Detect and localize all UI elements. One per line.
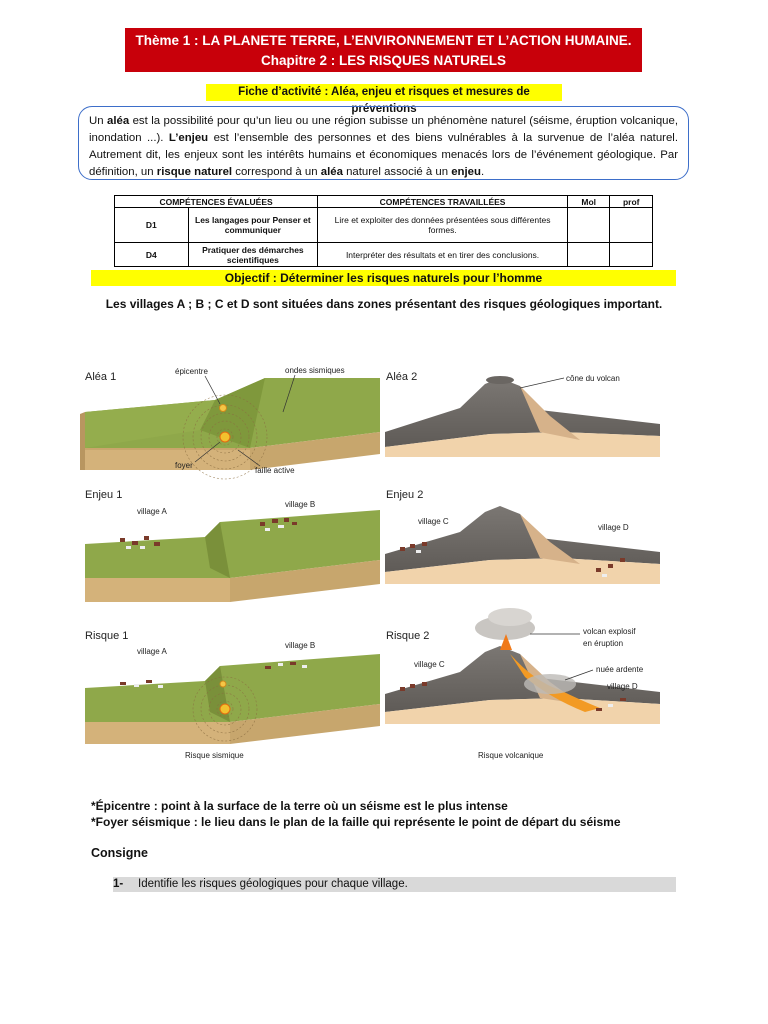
label-en-eruption: en éruption — [583, 639, 624, 648]
villages-intro: Les villages A ; B ; C et D sont situées dans zones présentant des risques géologiques important. — [105, 297, 663, 311]
label-risque2: Risque 2 — [386, 630, 430, 642]
label-village-d: village D — [607, 682, 638, 691]
question-text: Identifie les risques géologiques pour chaque village. — [138, 878, 408, 890]
label-village-c: village C — [414, 660, 445, 669]
label-village-c: village C — [418, 517, 449, 526]
label-village-d: village D — [598, 523, 629, 532]
label-faille: faille active — [255, 466, 295, 475]
question-number: 1- — [113, 878, 124, 890]
question-1 — [113, 877, 676, 892]
label-village-a: village A — [137, 507, 167, 516]
table-header-row: COMPÉTENCES ÉVALUÉES COMPÉTENCES TRAVAILLÉES Mol prof — [115, 196, 653, 208]
enjeu1-block — [85, 510, 380, 602]
label-enjeu2: Enjeu 2 — [386, 489, 424, 501]
term-risque: risque naturel — [156, 166, 233, 178]
label-cone: cône du volcan — [566, 374, 620, 383]
geology-figure — [80, 332, 680, 787]
label-foyer: foyer — [175, 461, 193, 470]
definition-box: Un aléa est la possibilité pour qu’un lieu ou une région subisse un phénomène naturel (séisme, éruption volcanique, inondation ...). L’enjeu est l’ensemble des personnes et des biens vulnérables à la survenue de l’aléa naturel. Autrement dit, les enjeux sont les intérêts humains et économiques menacés lors de l’événement géologique. Par définition, un risque naturel correspond à un aléa naturel associé à un enjeu. — [78, 106, 689, 180]
consigne-heading: Consigne — [91, 846, 148, 860]
label-risque1: Risque 1 — [85, 630, 129, 642]
table-row: D1 Les langages pour Penser et communiquer Lire et exploiter des données présentées sous différentes formes. — [115, 208, 653, 243]
title-banner — [125, 28, 642, 72]
activity-subtitle: Fiche d’activité : Aléa, enjeu et risques et mesures de préventions — [206, 84, 562, 101]
term-alea: aléa — [107, 115, 130, 127]
label-village-a: village A — [137, 647, 167, 656]
alea2-volcano — [385, 376, 660, 457]
note-epicentre: *Épicentre : point à la surface de la terre où un séisme est le plus intense — [91, 799, 508, 813]
alea1-block — [80, 378, 380, 479]
epicentre-dot-icon — [220, 681, 226, 687]
label-village-b: village B — [285, 500, 316, 509]
label-nuee-ardente: nuée ardente — [596, 665, 644, 674]
theme-title: Thème 1 : LA PLANETE TERRE, L’ENVIRONNEMENT ET L’ACTION HUMAINE. — [135, 33, 632, 48]
table-row: D4 Pratiquer des démarches scientifiques Interpréter des résultats et en tirer des conclusions. — [115, 243, 653, 267]
caption-risque-sismique: Risque sismique — [185, 751, 244, 760]
objective: Objectif : Déterminer les risques naturels pour l’homme — [91, 270, 676, 286]
label-enjeu1: Enjeu 1 — [85, 489, 123, 501]
label-ondes: ondes sismiques — [285, 366, 345, 375]
note-foyer: *Foyer séismique : le lieu dans le plan de la faille qui représente le point de départ du séisme — [91, 815, 621, 829]
footnotes — [91, 798, 621, 830]
label-alea1: Aléa 1 — [85, 371, 117, 383]
competences-table — [114, 195, 653, 267]
label-epicentre: épicentre — [175, 367, 208, 376]
foyer-star-icon — [220, 704, 230, 714]
label-village-b: village B — [285, 641, 316, 650]
foyer-star-icon — [220, 432, 230, 442]
epicentre-dot-icon — [220, 405, 227, 412]
chapter-title: Chapitre 2 : LES RISQUES NATURELS — [260, 53, 507, 68]
label-volcan-explosif: volcan explosif — [583, 627, 636, 636]
risque1-block — [85, 654, 380, 744]
caption-risque-volcanique: Risque volcanique — [478, 751, 544, 760]
label-alea2: Aléa 2 — [386, 371, 418, 383]
term-enjeu: L’enjeu — [168, 132, 209, 144]
